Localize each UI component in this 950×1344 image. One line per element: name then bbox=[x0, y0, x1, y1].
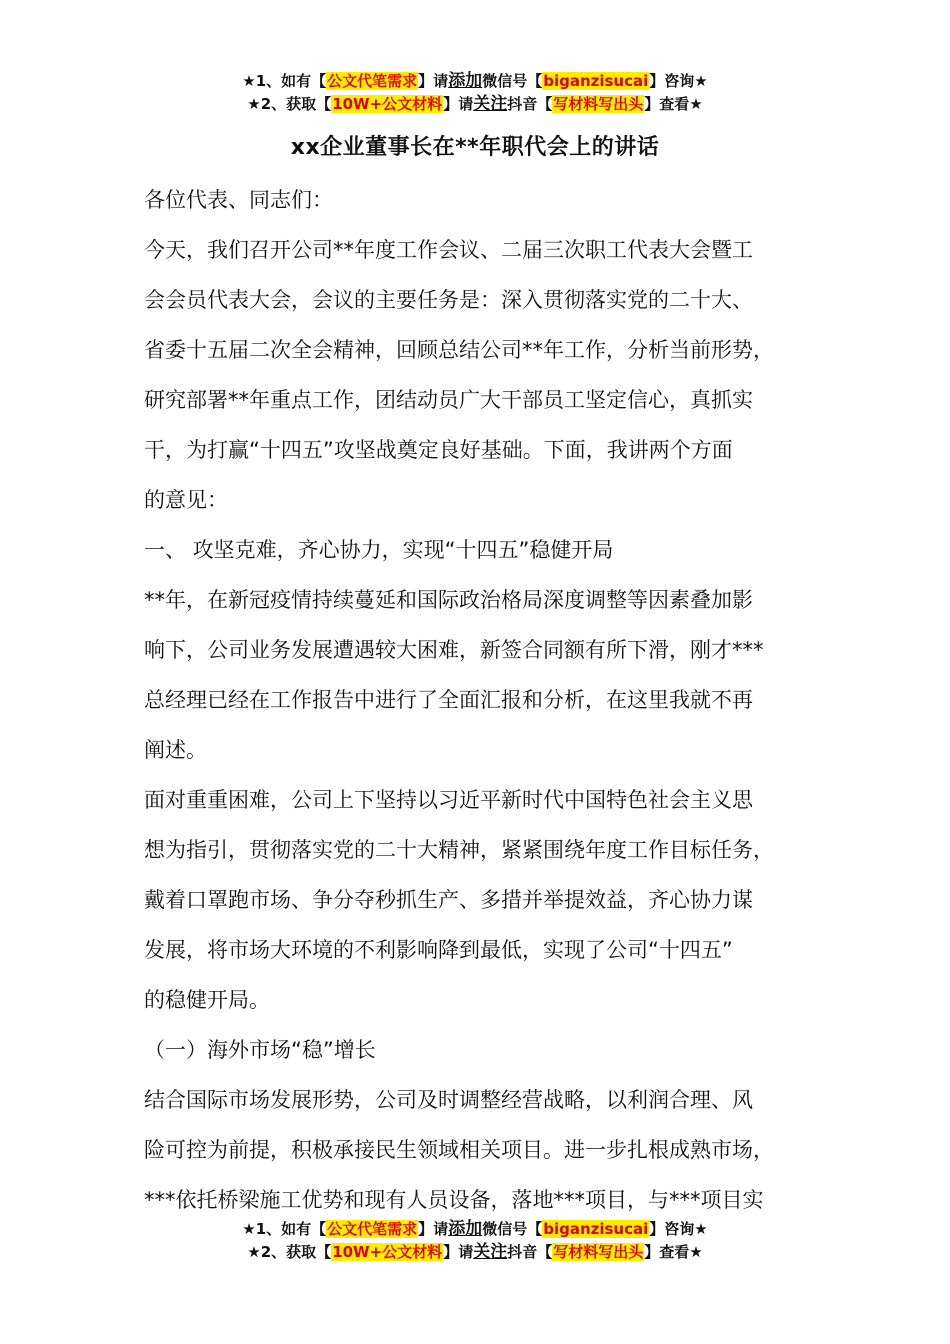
body-line: 各位代表、同志们： bbox=[144, 188, 333, 212]
body-line: 阐述。 bbox=[144, 738, 207, 762]
promo-text: 】请 bbox=[443, 95, 474, 113]
subsection-heading: （一）海外市场“稳”增长 bbox=[144, 1038, 376, 1062]
body-line: 的稳健开局。 bbox=[144, 988, 270, 1012]
promo-text: ★1、如有【 bbox=[242, 72, 327, 90]
body-line: 险可控为前提，积极承接民生领域相关项目。进一步扎根成熟市场， bbox=[144, 1138, 774, 1162]
body-line: 研究部署**年重点工作，团结动员广大干部员工坚定信心，真抓实 bbox=[144, 388, 753, 412]
body-line: **年，在新冠疫情持续蔓延和国际政治格局深度调整等因素叠加影 bbox=[144, 588, 753, 612]
promo-emphasis: 添加 bbox=[448, 71, 483, 91]
bottom-promo-banner bbox=[0, 1218, 950, 1264]
promo-text: 】咨询★ bbox=[649, 72, 708, 90]
promo-text: 】咨询★ bbox=[649, 1220, 708, 1238]
promo-text: 抖音【 bbox=[507, 1243, 553, 1261]
top-promo-banner bbox=[0, 70, 950, 116]
promo-text: 】请 bbox=[418, 72, 449, 90]
body-line: 面对重重困难，公司上下坚持以习近平新时代中国特色社会主义思 bbox=[144, 788, 753, 812]
body-line: 会会员代表大会，会议的主要任务是：深入贯彻落实党的二十大、 bbox=[144, 288, 753, 312]
document-title: xx企业董事长在**年职代会上的讲话 bbox=[290, 135, 660, 160]
promo-text: ★2、获取【 bbox=[247, 1243, 332, 1261]
promo-emphasis: 关注 bbox=[473, 94, 508, 114]
promo-highlight: 公文代笔需求 bbox=[327, 72, 418, 90]
promo-highlight: 公文代笔需求 bbox=[327, 1220, 418, 1238]
body-line: 的意见： bbox=[144, 488, 228, 512]
body-line: 戴着口罩跑市场、争分夺秒抓生产、多措并举提效益，齐心协力谋 bbox=[144, 888, 753, 912]
promo-line-1 bbox=[0, 70, 950, 93]
body-line: 结合国际市场发展形势，公司及时调整经营战略，以利润合理、风 bbox=[144, 1088, 753, 1112]
promo-emphasis: 添加 bbox=[448, 1219, 483, 1239]
promo-highlight: 10W+公文材料 bbox=[332, 1243, 443, 1261]
body-line: 省委十五届二次全会精神，回顾总结公司**年工作，分析当前形势， bbox=[144, 338, 774, 362]
promo-text: 抖音【 bbox=[507, 95, 553, 113]
promo-text: ★2、获取【 bbox=[247, 95, 332, 113]
promo-wechat-id: biganzisucai bbox=[543, 1220, 649, 1238]
promo-text: 微信号【 bbox=[482, 1220, 543, 1238]
promo-text: 】查看★ bbox=[644, 1243, 703, 1261]
promo-line-2 bbox=[0, 1241, 950, 1264]
promo-text: 】请 bbox=[418, 1220, 449, 1238]
promo-text: ★1、如有【 bbox=[242, 1220, 327, 1238]
promo-text: 微信号【 bbox=[482, 72, 543, 90]
promo-emphasis: 关注 bbox=[473, 1242, 508, 1262]
body-line: 总经理已经在工作报告中进行了全面汇报和分析，在这里我就不再 bbox=[144, 688, 753, 712]
promo-douyin-id: 写材料写出头 bbox=[553, 95, 644, 113]
body-line: ***依托桥梁施工优势和现有人员设备，落地***项目，与***项目实 bbox=[144, 1188, 764, 1212]
body-line: 想为指引，贯彻落实党的二十大精神，紧紧围绕年度工作目标任务， bbox=[144, 838, 774, 862]
promo-line-1 bbox=[0, 1218, 950, 1241]
body-line: 响下，公司业务发展遭遇较大困难，新签合同额有所下滑，刚才*** bbox=[144, 638, 764, 662]
promo-wechat-id: biganzisucai bbox=[543, 72, 649, 90]
promo-line-2 bbox=[0, 93, 950, 116]
promo-text: 】查看★ bbox=[644, 95, 703, 113]
body-line: 干，为打赢“十四五”攻坚战奠定良好基础。下面，我讲两个方面 bbox=[144, 438, 733, 462]
promo-text: 】请 bbox=[443, 1243, 474, 1261]
body-line: 发展，将市场大环境的不利影响降到最低，实现了公司“十四五” bbox=[144, 938, 733, 962]
document-body bbox=[144, 175, 834, 1225]
body-line: 今天，我们召开公司**年度工作会议、二届三次职工代表大会暨工 bbox=[144, 238, 753, 262]
promo-highlight: 10W+公文材料 bbox=[332, 95, 443, 113]
section-heading: 一、 攻坚克难，齐心协力，实现“十四五”稳健开局 bbox=[144, 538, 614, 562]
promo-douyin-id: 写材料写出头 bbox=[553, 1243, 644, 1261]
